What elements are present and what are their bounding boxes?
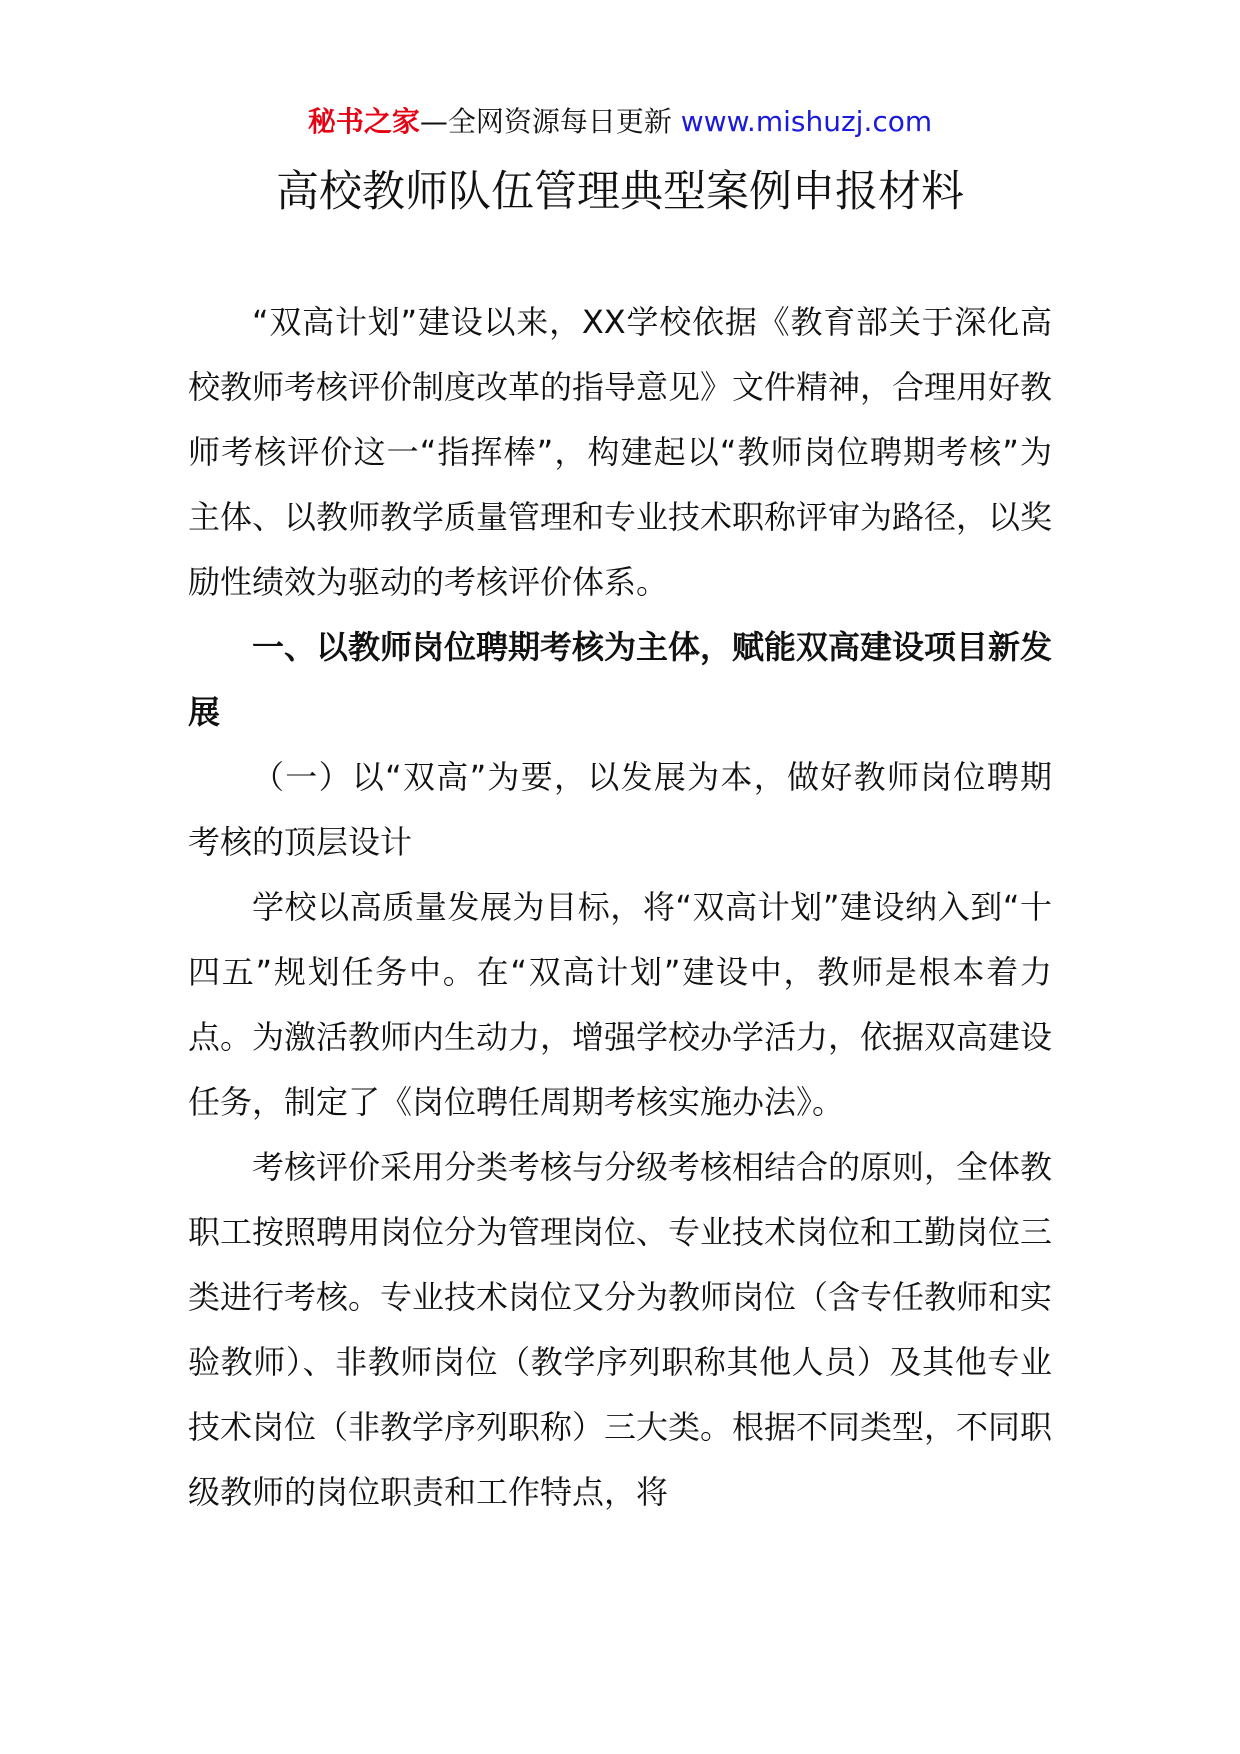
document-body [188,290,1052,1525]
brand-name: 秘书之家 [307,105,420,138]
document-title: 高校教师队伍管理典型案例申报材料 [276,167,964,217]
site-header [0,100,1240,144]
body-paragraph: 学校以高质量发展为目标，将“双高计划”建设纳入到“十四五”规划任务中。在“双高计划”建设中，教师是根本着力点。为激活教师内生动力，增强学校办学活力，依据双高建设任务，制定了《岗位聘任周期考核实施办法》。 [188,888,1053,1121]
site-url-link[interactable]: www.mishuzj.com [680,105,933,138]
body-paragraph: 考核评价采用分类考核与分级考核相结合的原则，全体教职工按照聘用岗位分为管理岗位、专业技术岗位和工勤岗位三类进行考核。专业技术岗位又分为教师岗位（含专任教师和实验教师）、非教师岗位（教学序列职称其他人员）及其他专业技术岗位（非教学序列职称）三大类。根据不同类型，不同职级教师的岗位职责和工作特点，将 [188,1148,1053,1511]
header-tagline: —全网资源每日更新 [419,105,672,138]
subsection-heading: （一）以“双高”为要，以发展为本，做好教师岗位聘期考核的顶层设计 [188,758,1052,861]
body-paragraph: “双高计划”建设以来，XX学校依据《教育部关于深化高校教师考核评价制度改革的指导意见》文件精神，合理用好教师考核评价这一“指挥棒”，构建起以“教师岗位聘期考核”为主体、以教师教学质量管理和专业技术职称评审为路径，以奖励性绩效为驱动的考核评价体系。 [188,303,1053,601]
section-heading: 一、以教师岗位聘期考核为主体，赋能双高建设项目新发展 [188,628,1053,731]
